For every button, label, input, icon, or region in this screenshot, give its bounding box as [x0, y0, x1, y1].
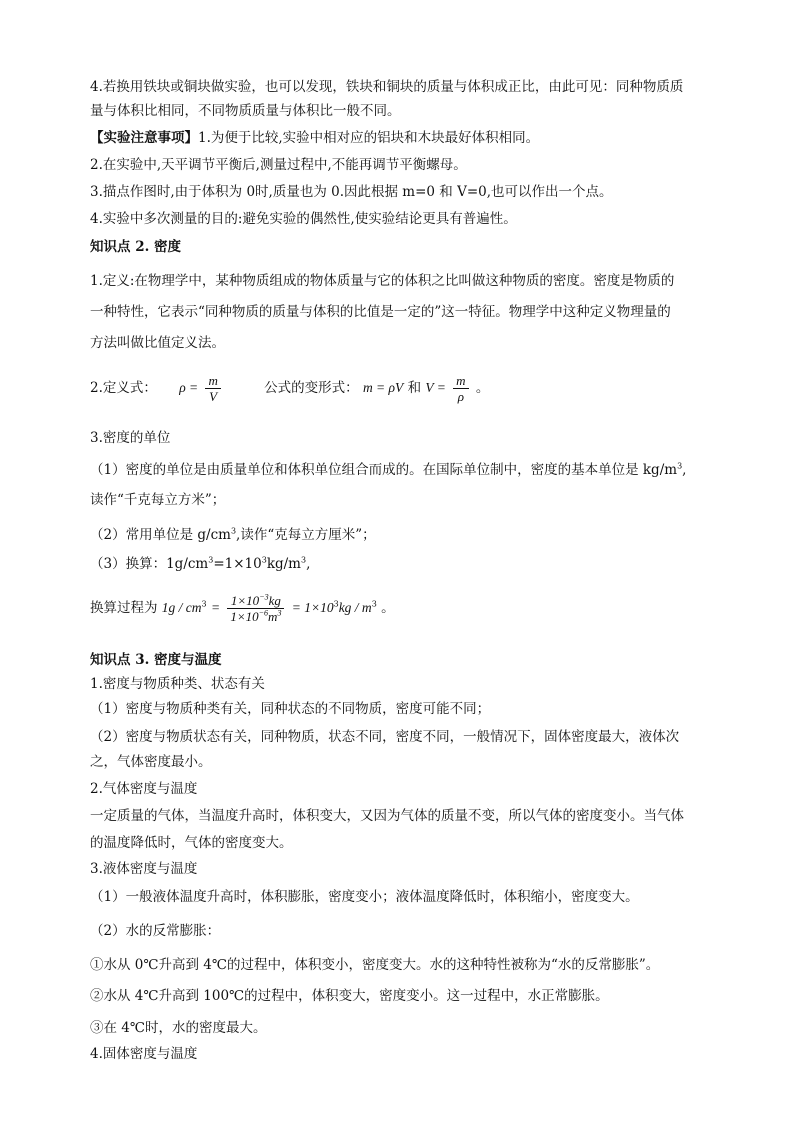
- text-span: 1×10: [230, 609, 259, 624]
- superscript: 3: [371, 599, 377, 609]
- formula-line: [90, 371, 489, 405]
- text-line: ①水从 0℃升高到 4℃的过程中，体积变小，密度变大。水的这种特性被称为“水的反常膨胀”。: [90, 957, 660, 973]
- text-span: kg / m: [338, 600, 372, 615]
- text-line: 2.在实验中,天平调节平衡后,测量过程中,不能再调节平衡螺母。: [90, 157, 467, 173]
- text-span: （3）换算：1g/cm: [90, 556, 209, 572]
- text-line: 1.定义:在物理学中，某种物质组成的物体质量与它的体积之比叫做这种物质的密度。密度是物质的: [90, 273, 675, 289]
- superscript: −3: [259, 592, 269, 602]
- text-line: 2.气体密度与温度: [90, 781, 198, 797]
- fraction: [205, 373, 220, 404]
- text-line: [90, 460, 686, 480]
- rho-symbol: ρ =: [179, 380, 199, 395]
- text-span: m: [268, 609, 278, 624]
- fraction-numerator: m: [205, 373, 220, 389]
- section-heading: 知识点 3. 密度与温度: [90, 652, 222, 668]
- text-span: 1.为便于比较,实验中相对应的铝块和木块最好体积相同。: [198, 130, 540, 146]
- text-line: 一定质量的气体，当温度升高时，体积变大，又因为气体的质量不变，所以气体的密度变小。当气体: [90, 808, 684, 824]
- text-span: ,: [306, 556, 311, 572]
- text-line: 4.实验中多次测量的目的:避免实验的偶然性,使实验结论更具有普遍性。: [90, 211, 517, 227]
- text-line: 3.液体密度与温度: [90, 861, 198, 877]
- text-line: （2）密度与物质状态有关，同种物质，状态不同，密度不同，一般情况下，固体密度最大，液体次: [90, 729, 680, 745]
- text-span: 1×10: [230, 593, 260, 608]
- text-span: ,读作“克每立方厘米”；: [236, 527, 376, 543]
- superscript: 3: [677, 461, 683, 471]
- superscript: 3: [208, 555, 214, 565]
- notes-line: [90, 128, 539, 148]
- conversion-line: [90, 590, 395, 626]
- text-line: 1.密度与物质种类、状态有关: [90, 676, 265, 692]
- text-line: 4.固体密度与温度: [90, 1046, 198, 1062]
- superscript: −6: [258, 608, 269, 618]
- text-line: （2）水的反常膨胀：: [90, 923, 221, 939]
- conversion-fraction: [227, 593, 284, 624]
- text-span: （1）密度的单位是由质量单位和体积单位组合而成的。在国际单位制中，密度的基本单位是 kg/m: [90, 462, 678, 478]
- fraction: [453, 373, 468, 404]
- text-line: （1）一般液体温度升高时，体积膨胀，密度变小；液体温度降低时，体积缩小，密度变大。: [90, 889, 639, 905]
- superscript: 3: [201, 599, 207, 609]
- text-span: （2）常用单位是 g/cm: [90, 527, 231, 543]
- superscript: 3: [261, 555, 267, 565]
- notes-heading: 【实验注意事项】: [90, 130, 198, 146]
- formula-v: V =: [425, 380, 446, 395]
- fraction-denominator: V: [209, 389, 218, 404]
- variant-label: 公式的变形式：: [264, 380, 359, 396]
- text-line: 之，气体密度最小。: [90, 754, 212, 770]
- text-line: 一种特性，它表示“同种物质的质量与体积的比值是一定的”这一特征。物理学中这种定义物理量的: [90, 304, 671, 320]
- formula-m: m = ρV: [362, 380, 404, 395]
- fraction-numerator: [227, 593, 284, 609]
- text-span: 和: [407, 380, 422, 396]
- section-heading: 知识点 2. 密度: [90, 239, 181, 255]
- text-line: 3.描点作图时,由于体积为 0时,质量也为 0.因此根据 m=0 和 V=0,也可以作出一个点。: [90, 184, 613, 200]
- text-line: [90, 554, 310, 574]
- text-span: 。: [475, 380, 490, 396]
- text-line: 量与体积比相同，不同物质质量与体积比一般不同。: [90, 103, 401, 119]
- text-span: kg: [268, 593, 281, 608]
- text-line: ③在 4℃时，水的密度最大。: [90, 1020, 267, 1036]
- text-span: ,: [682, 462, 687, 478]
- fraction-denominator: [227, 609, 284, 624]
- fraction-numerator: m: [453, 373, 468, 389]
- text-span: kg/m: [266, 556, 301, 572]
- text-line: ②水从 4℃升高到 100℃的过程中，体积变大，密度变小。这一过程中，水正常膨胀。: [90, 988, 609, 1004]
- fraction-denominator: ρ: [457, 389, 464, 404]
- superscript: 3: [277, 608, 282, 618]
- text-line: 3.密度的单位: [90, 430, 171, 446]
- text-line: 4.若换用铁块或铜块做实验，也可以发现，铁块和铜块的质量与体积成正比，由此可见：同种物质质: [90, 79, 684, 95]
- text-line: （1）密度与物质种类有关，同种状态的不同物质，密度可能不同；: [90, 701, 491, 717]
- conversion-label: 换算过程为: [90, 600, 158, 616]
- formula-label: 2.定义式：: [90, 380, 157, 396]
- text-span: 。: [381, 600, 395, 616]
- conversion-lhs: 1g / cm: [161, 600, 202, 615]
- text-span: =: [210, 600, 221, 615]
- superscript: 3: [333, 599, 339, 609]
- text-span: =1×10: [213, 556, 262, 572]
- text-line: 方法叫做比值定义法。: [90, 335, 225, 351]
- text-line: 的温度降低时，气体的密度变大。: [90, 835, 293, 851]
- text-line: 读作“千克每立方米”；: [90, 492, 226, 508]
- superscript: 3: [230, 526, 237, 536]
- text-line: [90, 525, 376, 545]
- conversion-rhs: = 1×10: [291, 600, 334, 615]
- superscript: 3: [300, 555, 307, 565]
